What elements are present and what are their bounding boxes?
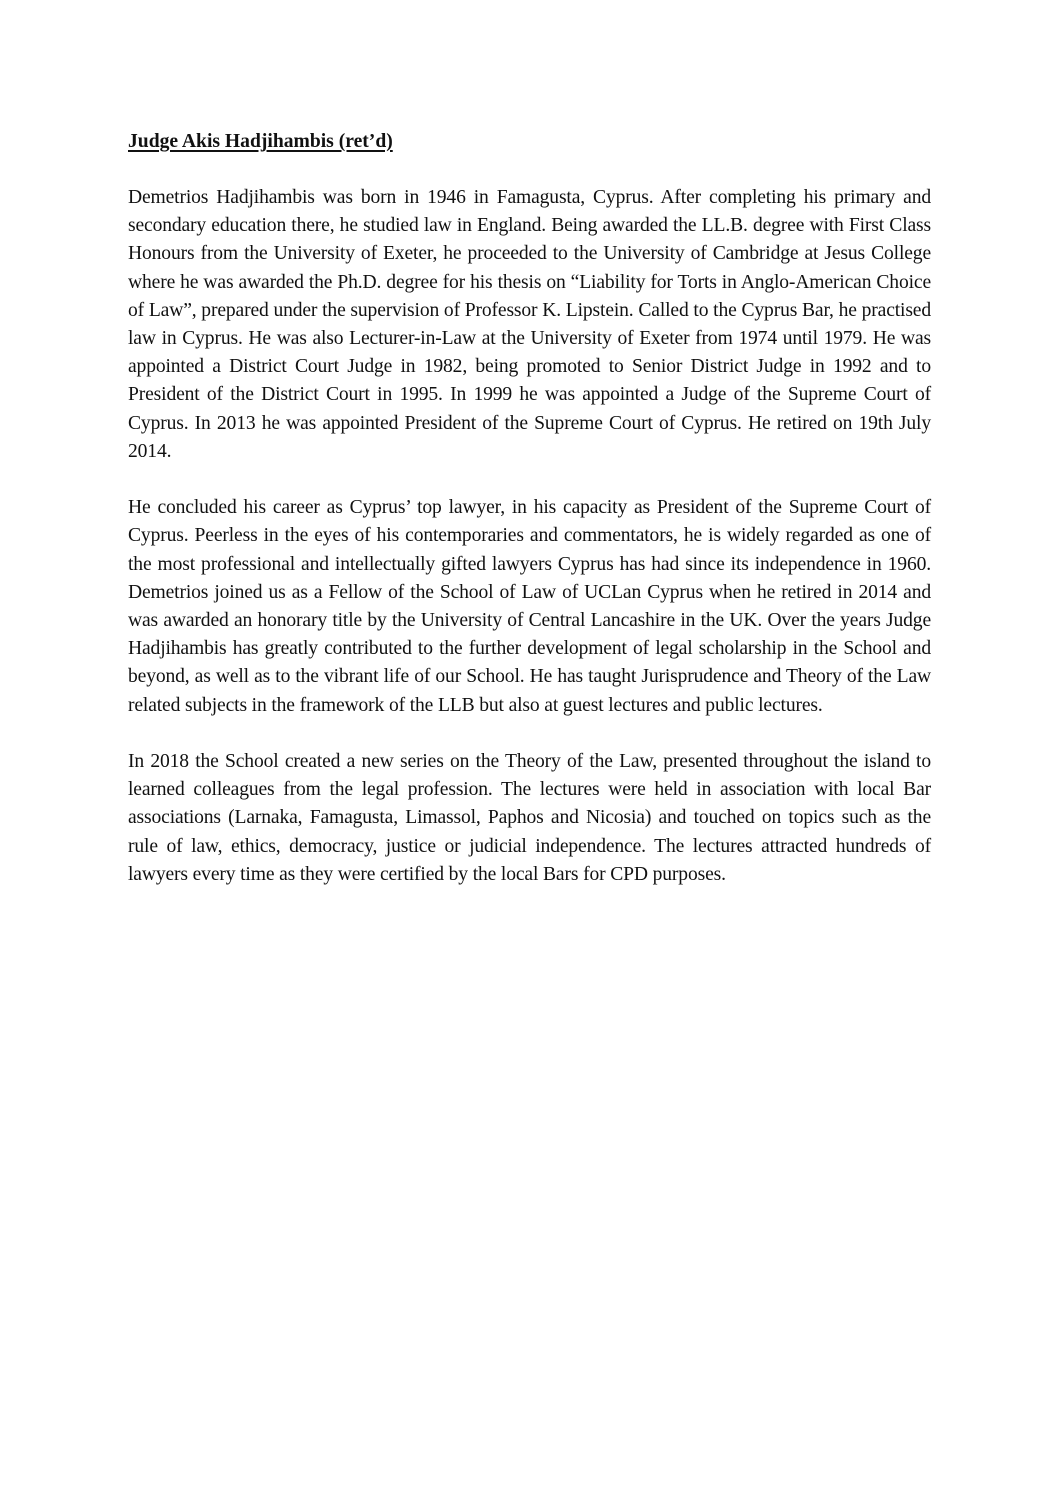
document-title: Judge Akis Hadjihambis (ret’d): [128, 131, 393, 152]
document-page: [128, 128, 931, 917]
career-paragraph: He concluded his career as Cyprus’ top lawyer, in his capacity as President of the Supreme Court of Cyprus. Peerless in the eyes of his contemporaries and commentators, he is widely regarded as one of the most professional and intellectually gifted lawyers Cyprus has had since its independence in 1960. Demetrios joined us as a Fellow of the School of Law of UCLan Cyprus when he retired in 2014 and was awarded an honorary title by the University of Central Lancashire in the UK. Over the years Judge Hadjihambis has greatly contributed to the further development of legal scholarship in the School and beyond, as well as to the vibrant life of our School. He has taught Jurisprudence and Theory of the Law related subjects in the framework of the LLB but also at guest lectures and public lectures.: [128, 497, 931, 716]
lecture-series-paragraph: In 2018 the School created a new series on the Theory of the Law, presented throughout the island to learned colleagues from the legal profession. The lectures were held in association with local Bar associations (Larnaka, Famagusta, Limassol, Paphos and Nicosia) and touched on topics such as the rule of law, ethics, democracy, justice or judicial independence. The lectures attracted hundreds of lawyers every time as they were certified by the local Bars for CPD purposes.: [128, 751, 931, 885]
biography-paragraph: Demetrios Hadjihambis was born in 1946 in Famagusta, Cyprus. After completing his primary and secondary education there, he studied law in England. Being awarded the LL.B. degree with First Class Honours from the University of Exeter, he proceeded to the University of Cambridge at Jesus College where he was awarded the Ph.D. degree for his thesis on “Liability for Torts in Anglo-American Choice of Law”, prepared under the supervision of Professor K. Lipstein. Called to the Cyprus Bar, he practised law in Cyprus. He was also Lecturer-in-Law at the University of Exeter from 1974 until 1979. He was appointed a District Court Judge in 1982, being promoted to Senior District Judge in 1992 and to President of the District Court in 1995. In 1999 he was appointed a Judge of the Supreme Court of Cyprus. In 2013 he was appointed President of the Supreme Court of Cyprus. He retired on 19th July 2014.: [128, 187, 931, 462]
